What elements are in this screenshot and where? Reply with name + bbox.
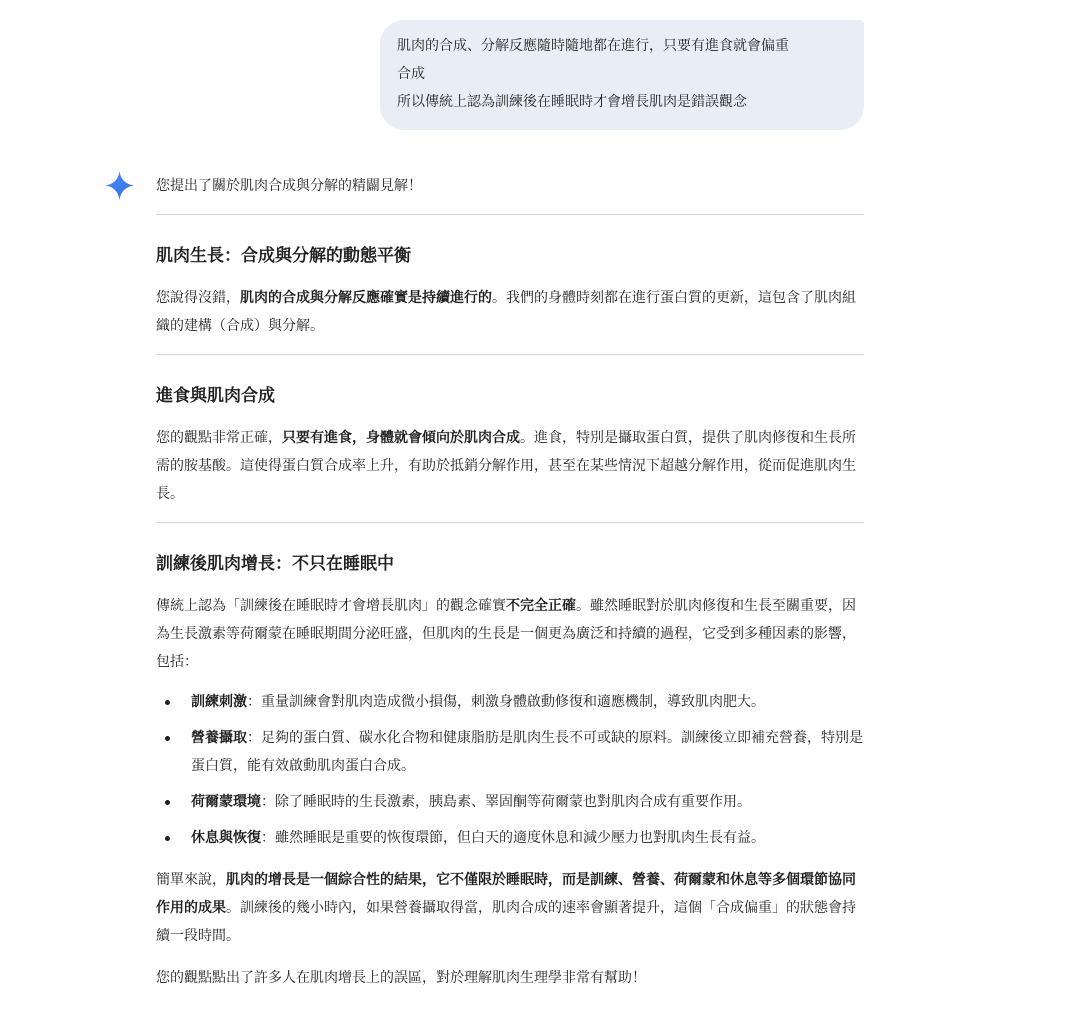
bullet-icon (165, 700, 170, 705)
list-item: 訓練刺激：重量訓練會對肌肉造成微小損傷，刺激身體啟動修復和適應機制，導致肌肉肥大。 (156, 688, 864, 716)
sparkle-icon (105, 171, 134, 200)
assistant-response (156, 172, 864, 992)
bullet-icon (165, 800, 170, 805)
user-message-bubble (380, 20, 864, 130)
divider (156, 354, 864, 355)
list-item: 營養攝取：足夠的蛋白質、碳水化合物和健康脂肪是肌肉生長不可或缺的原料。訓練後立即補充營養，特別是蛋白質，能有效啟動肌肉蛋白合成。 (156, 724, 864, 780)
summary-paragraph: 簡單來說，肌肉的增長是一個綜合性的結果，它不僅限於睡眠時，而是訓練、營養、荷爾蒙和休息等多個環節協同作用的成果。訓練後的幾小時內，如果營養攝取得當，肌肉合成的速率會顯著提升，這個「合成偏重」的狀態會持續一段時間。 (156, 872, 856, 944)
list-item: 荷爾蒙環境：除了睡眠時的生長激素，胰島素、睪固酮等荷爾蒙也對肌肉合成有重要作用。 (156, 788, 864, 816)
section-paragraph: 您說得沒錯，肌肉的合成與分解反應確實是持續進行的。我們的身體時刻都在進行蛋白質的更新，這包含了肌肉組織的建構（合成）與分解。 (156, 290, 856, 334)
user-message-line: 所以傳統上認為訓練後在睡眠時才會增長肌肉是錯誤觀念 (397, 94, 747, 110)
bullet-icon (165, 736, 170, 741)
closing-paragraph: 您的觀點點出了許多人在肌肉增長上的誤區，對於理解肌肉生理學非常有幫助！ (156, 970, 646, 986)
user-message-line: 合成 (397, 66, 425, 82)
section-heading: 進食與肌肉合成 (156, 386, 275, 406)
section-paragraph: 傳統上認為「訓練後在睡眠時才會增長肌肉」的觀念確實不完全正確。雖然睡眠對於肌肉修復和生長至關重要，因為生長激素等荷爾蒙在睡眠期間分泌旺盛，但肌肉的生長是一個更為廣泛和持續的過程，它受到多種因素的影響，包括： (156, 598, 856, 670)
section-heading: 訓練後肌肉增長：不只在睡眠中 (156, 554, 394, 574)
divider (156, 214, 864, 215)
factor-list (156, 688, 864, 852)
divider (156, 522, 864, 523)
section-paragraph: 您的觀點非常正確，只要有進食，身體就會傾向於肌肉合成。進食，特別是攝取蛋白質，提供了肌肉修復和生長所需的胺基酸。這使得蛋白質合成率上升，有助於抵銷分解作用，甚至在某些情況下超越分解作用，從而促進肌肉生長。 (156, 430, 856, 502)
user-message-line: 肌肉的合成、分解反應隨時隨地都在進行，只要有進食就會偏重 (397, 38, 789, 54)
section-heading: 肌肉生長：合成與分解的動態平衡 (156, 246, 411, 266)
response-intro: 您提出了關於肌肉合成與分解的精闢見解！ (156, 178, 422, 194)
list-item: 休息與恢復：雖然睡眠是重要的恢復環節，但白天的適度休息和減少壓力也對肌肉生長有益。 (156, 824, 864, 852)
bullet-icon (165, 836, 170, 841)
